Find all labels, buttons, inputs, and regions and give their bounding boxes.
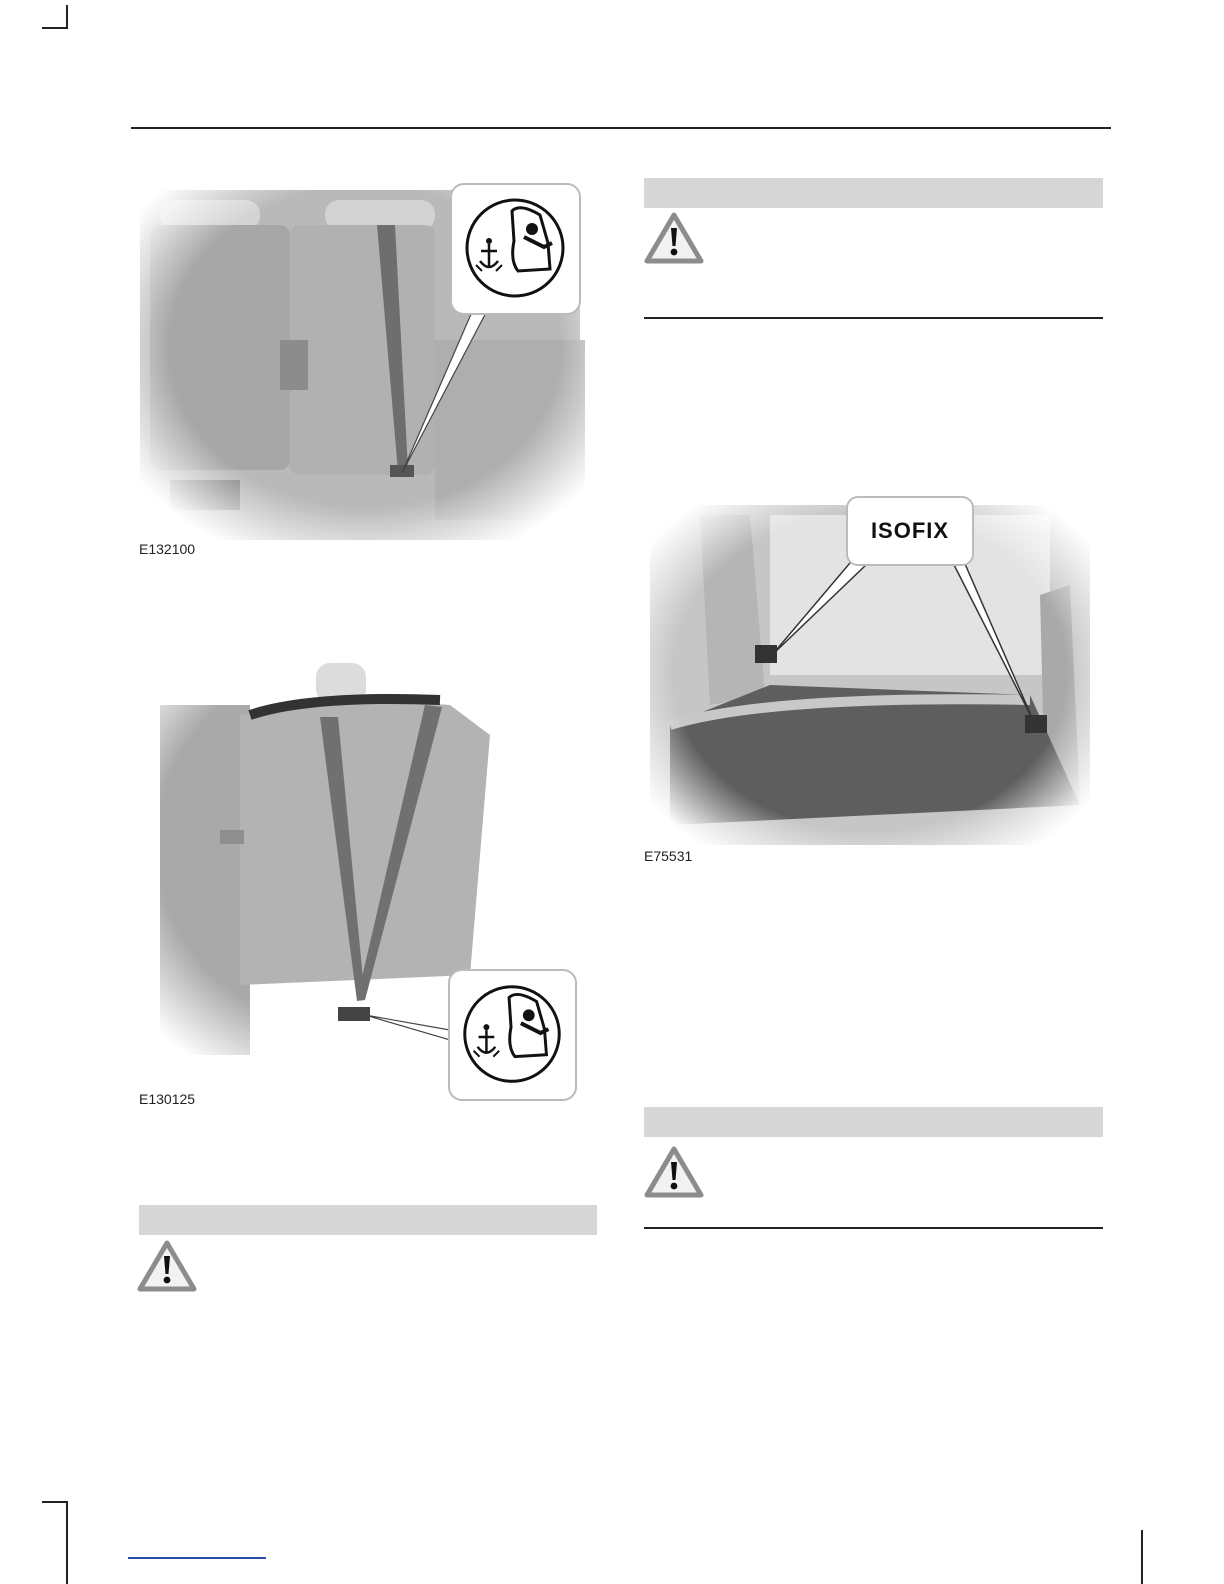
figure-2-callout-box	[448, 969, 577, 1101]
warning-triangle-icon	[137, 1240, 197, 1292]
figure-2-caption: E130125	[139, 1091, 196, 1107]
header-rule	[131, 127, 1111, 129]
warning-1-header-bar	[644, 178, 1103, 208]
warning-1-end-rule	[644, 317, 1103, 319]
crop-mark-top-horizontal	[42, 27, 68, 29]
crop-mark-top-vertical	[66, 5, 68, 29]
warning-3-header-bar	[139, 1205, 597, 1235]
crop-mark-bottom-horizontal	[42, 1501, 68, 1503]
warning-2-header-bar	[644, 1107, 1103, 1137]
footer-link-underline[interactable]	[128, 1557, 266, 1559]
warning-2-end-rule	[644, 1227, 1103, 1229]
child-seat-anchor-icon	[450, 971, 575, 1099]
crop-mark-bottom-right	[1141, 1530, 1143, 1584]
figure-1-callout-box	[450, 183, 581, 315]
crop-mark-bottom-vertical	[66, 1501, 68, 1584]
figure-1-caption: E132100	[139, 541, 196, 557]
child-seat-anchor-icon	[452, 185, 579, 313]
warning-triangle-icon	[644, 212, 704, 264]
figure-3-caption: E75531	[644, 848, 693, 864]
warning-triangle-icon	[644, 1146, 704, 1198]
isofix-label: ISOFIX	[870, 518, 950, 543]
